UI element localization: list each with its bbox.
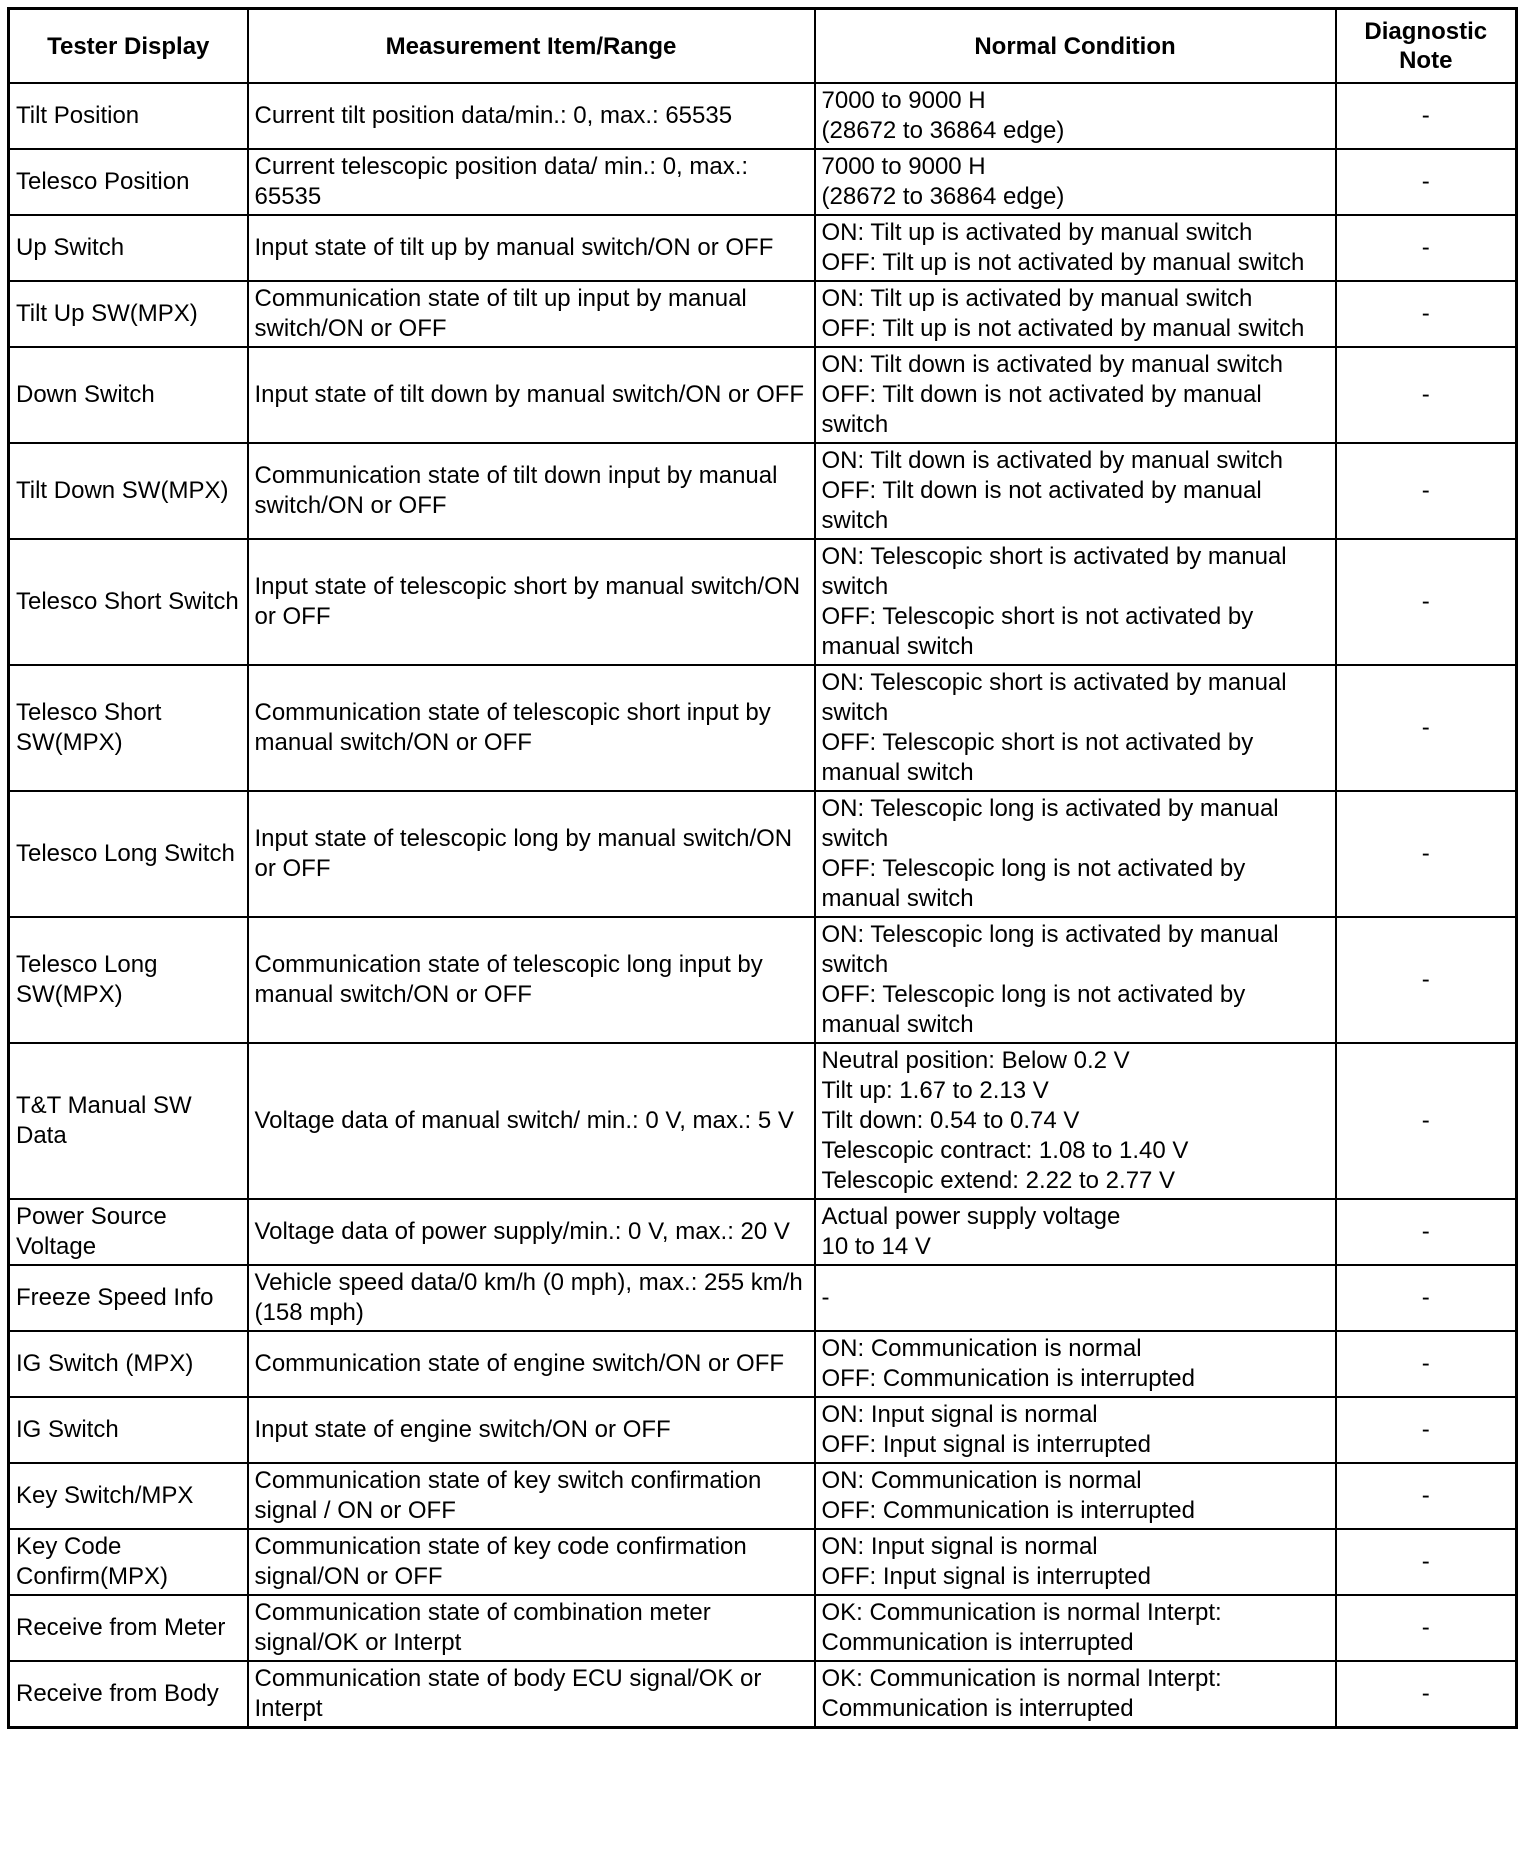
cell-normal-condition: OK: Communication is normal Interpt: Communication is interrupted	[815, 1661, 1336, 1728]
cell-normal-condition: OK: Communication is normal Interpt: Communication is interrupted	[815, 1595, 1336, 1661]
cell-normal-condition: ON: Communication is normal OFF: Communication is interrupted	[815, 1463, 1336, 1529]
cell-tester-display: IG Switch	[9, 1397, 248, 1463]
cell-diagnostic-note: -	[1336, 347, 1517, 443]
table-row	[9, 83, 1517, 149]
cell-diagnostic-note: -	[1336, 1661, 1517, 1728]
cell-measurement-item: Input state of tilt up by manual switch/ON or OFF	[248, 215, 815, 281]
cell-measurement-item: Input state of engine switch/ON or OFF	[248, 1397, 815, 1463]
cell-tester-display: IG Switch (MPX)	[9, 1331, 248, 1397]
table-row	[9, 443, 1517, 539]
cell-normal-condition: Neutral position: Below 0.2 V Tilt up: 1.67 to 2.13 V Tilt down: 0.54 to 0.74 V Telescopic contract: 1.08 to 1.40 V Telescopic extend: 2.22 to 2.77 V	[815, 1043, 1336, 1199]
cell-measurement-item: Communication state of telescopic long input by manual switch/ON or OFF	[248, 917, 815, 1043]
cell-diagnostic-note: -	[1336, 215, 1517, 281]
cell-normal-condition: ON: Telescopic long is activated by manual switch OFF: Telescopic long is not activated by manual switch	[815, 791, 1336, 917]
table-row	[9, 1595, 1517, 1661]
cell-normal-condition: ON: Input signal is normal OFF: Input signal is interrupted	[815, 1397, 1336, 1463]
cell-measurement-item: Current telescopic position data/ min.: 0, max.: 65535	[248, 149, 815, 215]
table-row	[9, 347, 1517, 443]
cell-diagnostic-note: -	[1336, 1529, 1517, 1595]
cell-diagnostic-note: -	[1336, 443, 1517, 539]
cell-normal-condition: ON: Tilt down is activated by manual switch OFF: Tilt down is not activated by manual switch	[815, 347, 1336, 443]
cell-diagnostic-note: -	[1336, 281, 1517, 347]
table-row	[9, 665, 1517, 791]
cell-diagnostic-note: -	[1336, 149, 1517, 215]
cell-measurement-item: Communication state of telescopic short input by manual switch/ON or OFF	[248, 665, 815, 791]
cell-tester-display: Telesco Long Switch	[9, 791, 248, 917]
cell-measurement-item: Communication state of combination meter signal/OK or Interpt	[248, 1595, 815, 1661]
cell-tester-display: Key Switch/MPX	[9, 1463, 248, 1529]
cell-tester-display: Tilt Position	[9, 83, 248, 149]
cell-diagnostic-note: -	[1336, 539, 1517, 665]
cell-normal-condition: 7000 to 9000 H (28672 to 36864 edge)	[815, 149, 1336, 215]
cell-tester-display: Up Switch	[9, 215, 248, 281]
cell-diagnostic-note: -	[1336, 665, 1517, 791]
cell-normal-condition: ON: Tilt down is activated by manual switch OFF: Tilt down is not activated by manual switch	[815, 443, 1336, 539]
table-row	[9, 1661, 1517, 1728]
cell-measurement-item: Current tilt position data/min.: 0, max.: 65535	[248, 83, 815, 149]
header-normal-condition: Normal Condition	[815, 9, 1336, 84]
table-row	[9, 1043, 1517, 1199]
table-row	[9, 1331, 1517, 1397]
cell-tester-display: Tilt Down SW(MPX)	[9, 443, 248, 539]
table-row	[9, 215, 1517, 281]
cell-measurement-item: Communication state of body ECU signal/OK or Interpt	[248, 1661, 815, 1728]
header-row	[9, 9, 1517, 84]
header-diagnostic-note: Diagnostic Note	[1336, 9, 1517, 84]
cell-diagnostic-note: -	[1336, 1043, 1517, 1199]
table-row	[9, 791, 1517, 917]
cell-normal-condition: ON: Telescopic short is activated by manual switch OFF: Telescopic short is not activated by manual switch	[815, 539, 1336, 665]
cell-diagnostic-note: -	[1336, 791, 1517, 917]
header-tester-display: Tester Display	[9, 9, 248, 84]
cell-tester-display: Receive from Body	[9, 1661, 248, 1728]
cell-normal-condition: ON: Communication is normal OFF: Communication is interrupted	[815, 1331, 1336, 1397]
cell-measurement-item: Communication state of tilt up input by manual switch/ON or OFF	[248, 281, 815, 347]
cell-measurement-item: Voltage data of manual switch/ min.: 0 V, max.: 5 V	[248, 1043, 815, 1199]
table-row	[9, 1463, 1517, 1529]
cell-normal-condition: ON: Tilt up is activated by manual switch OFF: Tilt up is not activated by manual switch	[815, 281, 1336, 347]
cell-measurement-item: Input state of telescopic long by manual switch/ON or OFF	[248, 791, 815, 917]
cell-measurement-item: Input state of telescopic short by manual switch/ON or OFF	[248, 539, 815, 665]
header-measurement-item: Measurement Item/Range	[248, 9, 815, 84]
cell-diagnostic-note: -	[1336, 1331, 1517, 1397]
cell-tester-display: Receive from Meter	[9, 1595, 248, 1661]
table-row	[9, 1265, 1517, 1331]
table-row	[9, 1397, 1517, 1463]
cell-tester-display: Telesco Short SW(MPX)	[9, 665, 248, 791]
cell-diagnostic-note: -	[1336, 1595, 1517, 1661]
cell-measurement-item: Communication state of tilt down input by manual switch/ON or OFF	[248, 443, 815, 539]
cell-normal-condition: ON: Telescopic short is activated by manual switch OFF: Telescopic short is not activated by manual switch	[815, 665, 1336, 791]
table-row	[9, 1529, 1517, 1595]
document	[7, 7, 1518, 1729]
cell-measurement-item: Communication state of key code confirmation signal/ON or OFF	[248, 1529, 815, 1595]
cell-normal-condition: -	[815, 1265, 1336, 1331]
table-row	[9, 1199, 1517, 1265]
cell-tester-display: Telesco Long SW(MPX)	[9, 917, 248, 1043]
cell-measurement-item: Vehicle speed data/0 km/h (0 mph), max.: 255 km/h (158 mph)	[248, 1265, 815, 1331]
table-body	[9, 83, 1517, 1728]
cell-tester-display: Power Source Voltage	[9, 1199, 248, 1265]
cell-measurement-item: Voltage data of power supply/min.: 0 V, max.: 20 V	[248, 1199, 815, 1265]
cell-tester-display: Tilt Up SW(MPX)	[9, 281, 248, 347]
cell-diagnostic-note: -	[1336, 1463, 1517, 1529]
cell-diagnostic-note: -	[1336, 917, 1517, 1043]
cell-normal-condition: 7000 to 9000 H (28672 to 36864 edge)	[815, 83, 1336, 149]
cell-diagnostic-note: -	[1336, 1199, 1517, 1265]
cell-diagnostic-note: -	[1336, 1265, 1517, 1331]
cell-tester-display: Telesco Position	[9, 149, 248, 215]
cell-measurement-item: Input state of tilt down by manual switch/ON or OFF	[248, 347, 815, 443]
data-list-table	[7, 7, 1518, 1729]
cell-normal-condition: ON: Telescopic long is activated by manual switch OFF: Telescopic long is not activated by manual switch	[815, 917, 1336, 1043]
cell-tester-display: T&T Manual SW Data	[9, 1043, 248, 1199]
cell-tester-display: Key Code Confirm(MPX)	[9, 1529, 248, 1595]
cell-tester-display: Down Switch	[9, 347, 248, 443]
cell-diagnostic-note: -	[1336, 83, 1517, 149]
table-row	[9, 917, 1517, 1043]
table-row	[9, 281, 1517, 347]
cell-diagnostic-note: -	[1336, 1397, 1517, 1463]
table-row	[9, 539, 1517, 665]
cell-normal-condition: ON: Input signal is normal OFF: Input signal is interrupted	[815, 1529, 1336, 1595]
table-row	[9, 149, 1517, 215]
cell-normal-condition: ON: Tilt up is activated by manual switch OFF: Tilt up is not activated by manual switch	[815, 215, 1336, 281]
cell-tester-display: Telesco Short Switch	[9, 539, 248, 665]
cell-normal-condition: Actual power supply voltage 10 to 14 V	[815, 1199, 1336, 1265]
cell-measurement-item: Communication state of key switch confirmation signal / ON or OFF	[248, 1463, 815, 1529]
cell-tester-display: Freeze Speed Info	[9, 1265, 248, 1331]
cell-measurement-item: Communication state of engine switch/ON or OFF	[248, 1331, 815, 1397]
